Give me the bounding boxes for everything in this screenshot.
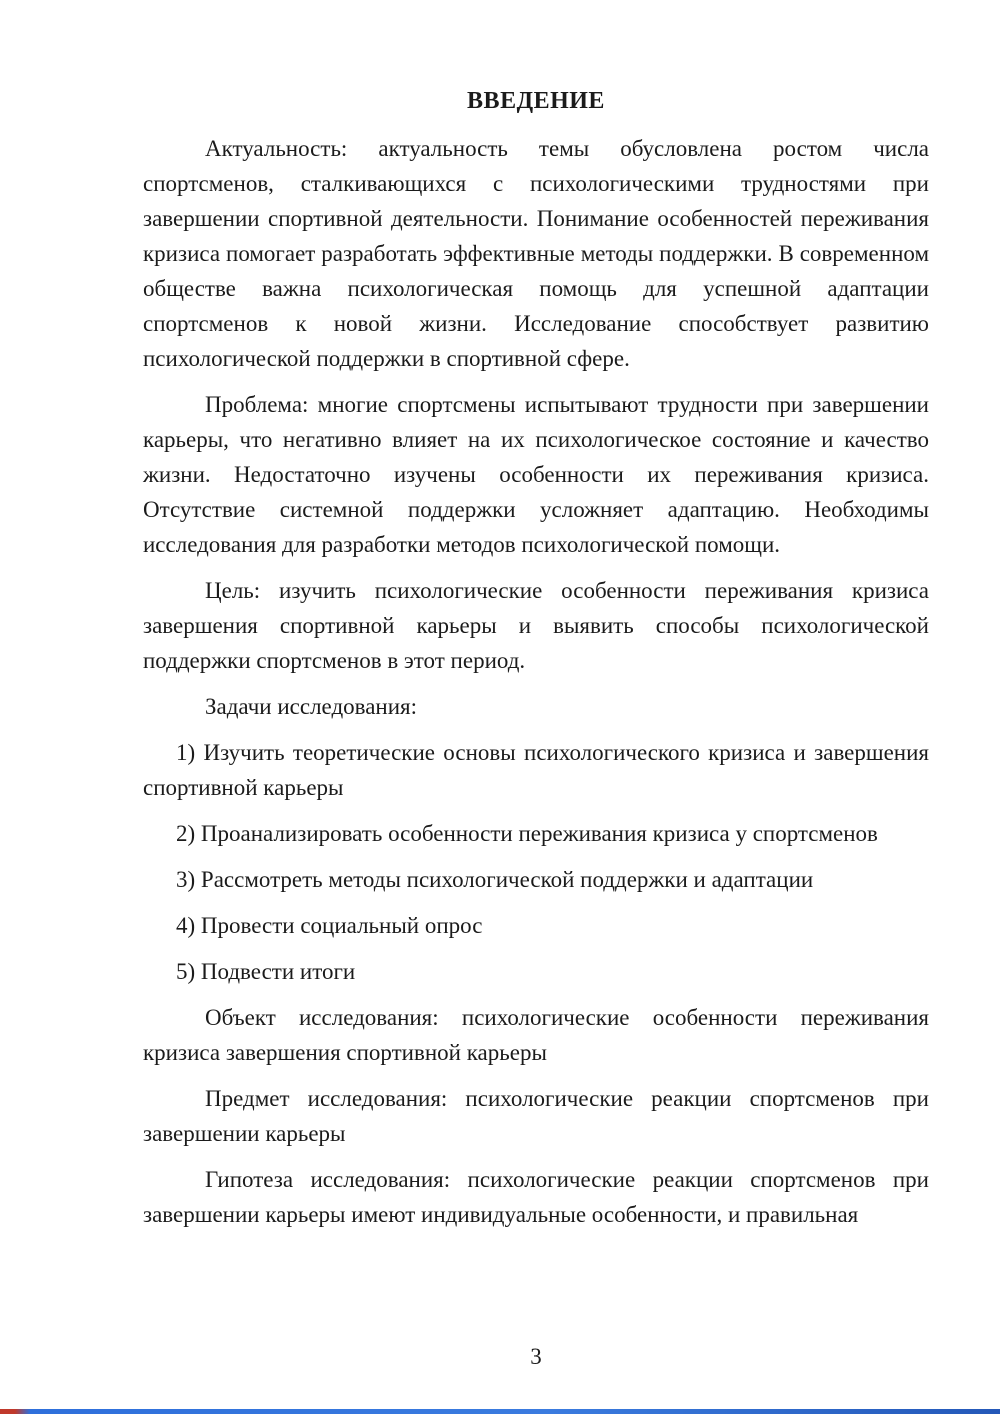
task-item-4: 4) Провести социальный опрос [176,913,483,938]
task-item-3: 3) Рассмотреть методы психологической поддержки и адаптации [176,867,814,892]
paragraph-tasks-heading: Задачи исследования: [205,694,418,719]
paragraph-relevance: Актуальность: актуальность темы обусловлена ростом числа спортсменов, сталкивающихся с психологическими трудностями при завершении спортивной деятельности. Понимание особенностей переживания кризиса помогает разработать эффективные методы поддержки. В современном обществе важна психологическая помощь для успешной адаптации спортсменов к новой жизни. Исследование способствует развитию психологической поддержки в спортивной сфере. [143,136,929,371]
page-number: 3 [530,1344,542,1369]
paragraph-object: Объект исследования: психологические особенности переживания кризиса завершения спортивной карьеры [143,1005,929,1065]
paragraph-problem: Проблема: многие спортсмены испытывают трудности при завершении карьеры, что негативно влияет на их психологическое состояние и качество жизни. Недостаточно изучены особенности их переживания кризиса. Отсутствие системной поддержки усложняет адаптацию. Необходимы исследования для разработки методов психологической помощи. [143,392,929,557]
paragraph-subject: Предмет исследования: психологические реакции спортсменов при завершении карьеры [143,1086,929,1146]
task-item-1: 1) Изучить теоретические основы психологического кризиса и завершения спортивной карьеры [143,740,929,800]
task-item-2: 2) Проанализировать особенности переживания кризиса у спортсменов [176,821,878,846]
paragraph-goal: Цель: изучить психологические особенности переживания кризиса завершения спортивной карьеры и выявить способы психологической поддержки спортсменов в этот период. [143,578,929,673]
bottom-edge-decoration [0,1409,1000,1414]
paragraph-hypothesis: Гипотеза исследования: психологические реакции спортсменов при завершении карьеры имеют индивидуальные особенности, и правильная [143,1167,929,1227]
task-item-5: 5) Подвести итоги [176,959,356,984]
page-title: ВВЕДЕНИЕ [467,88,605,114]
